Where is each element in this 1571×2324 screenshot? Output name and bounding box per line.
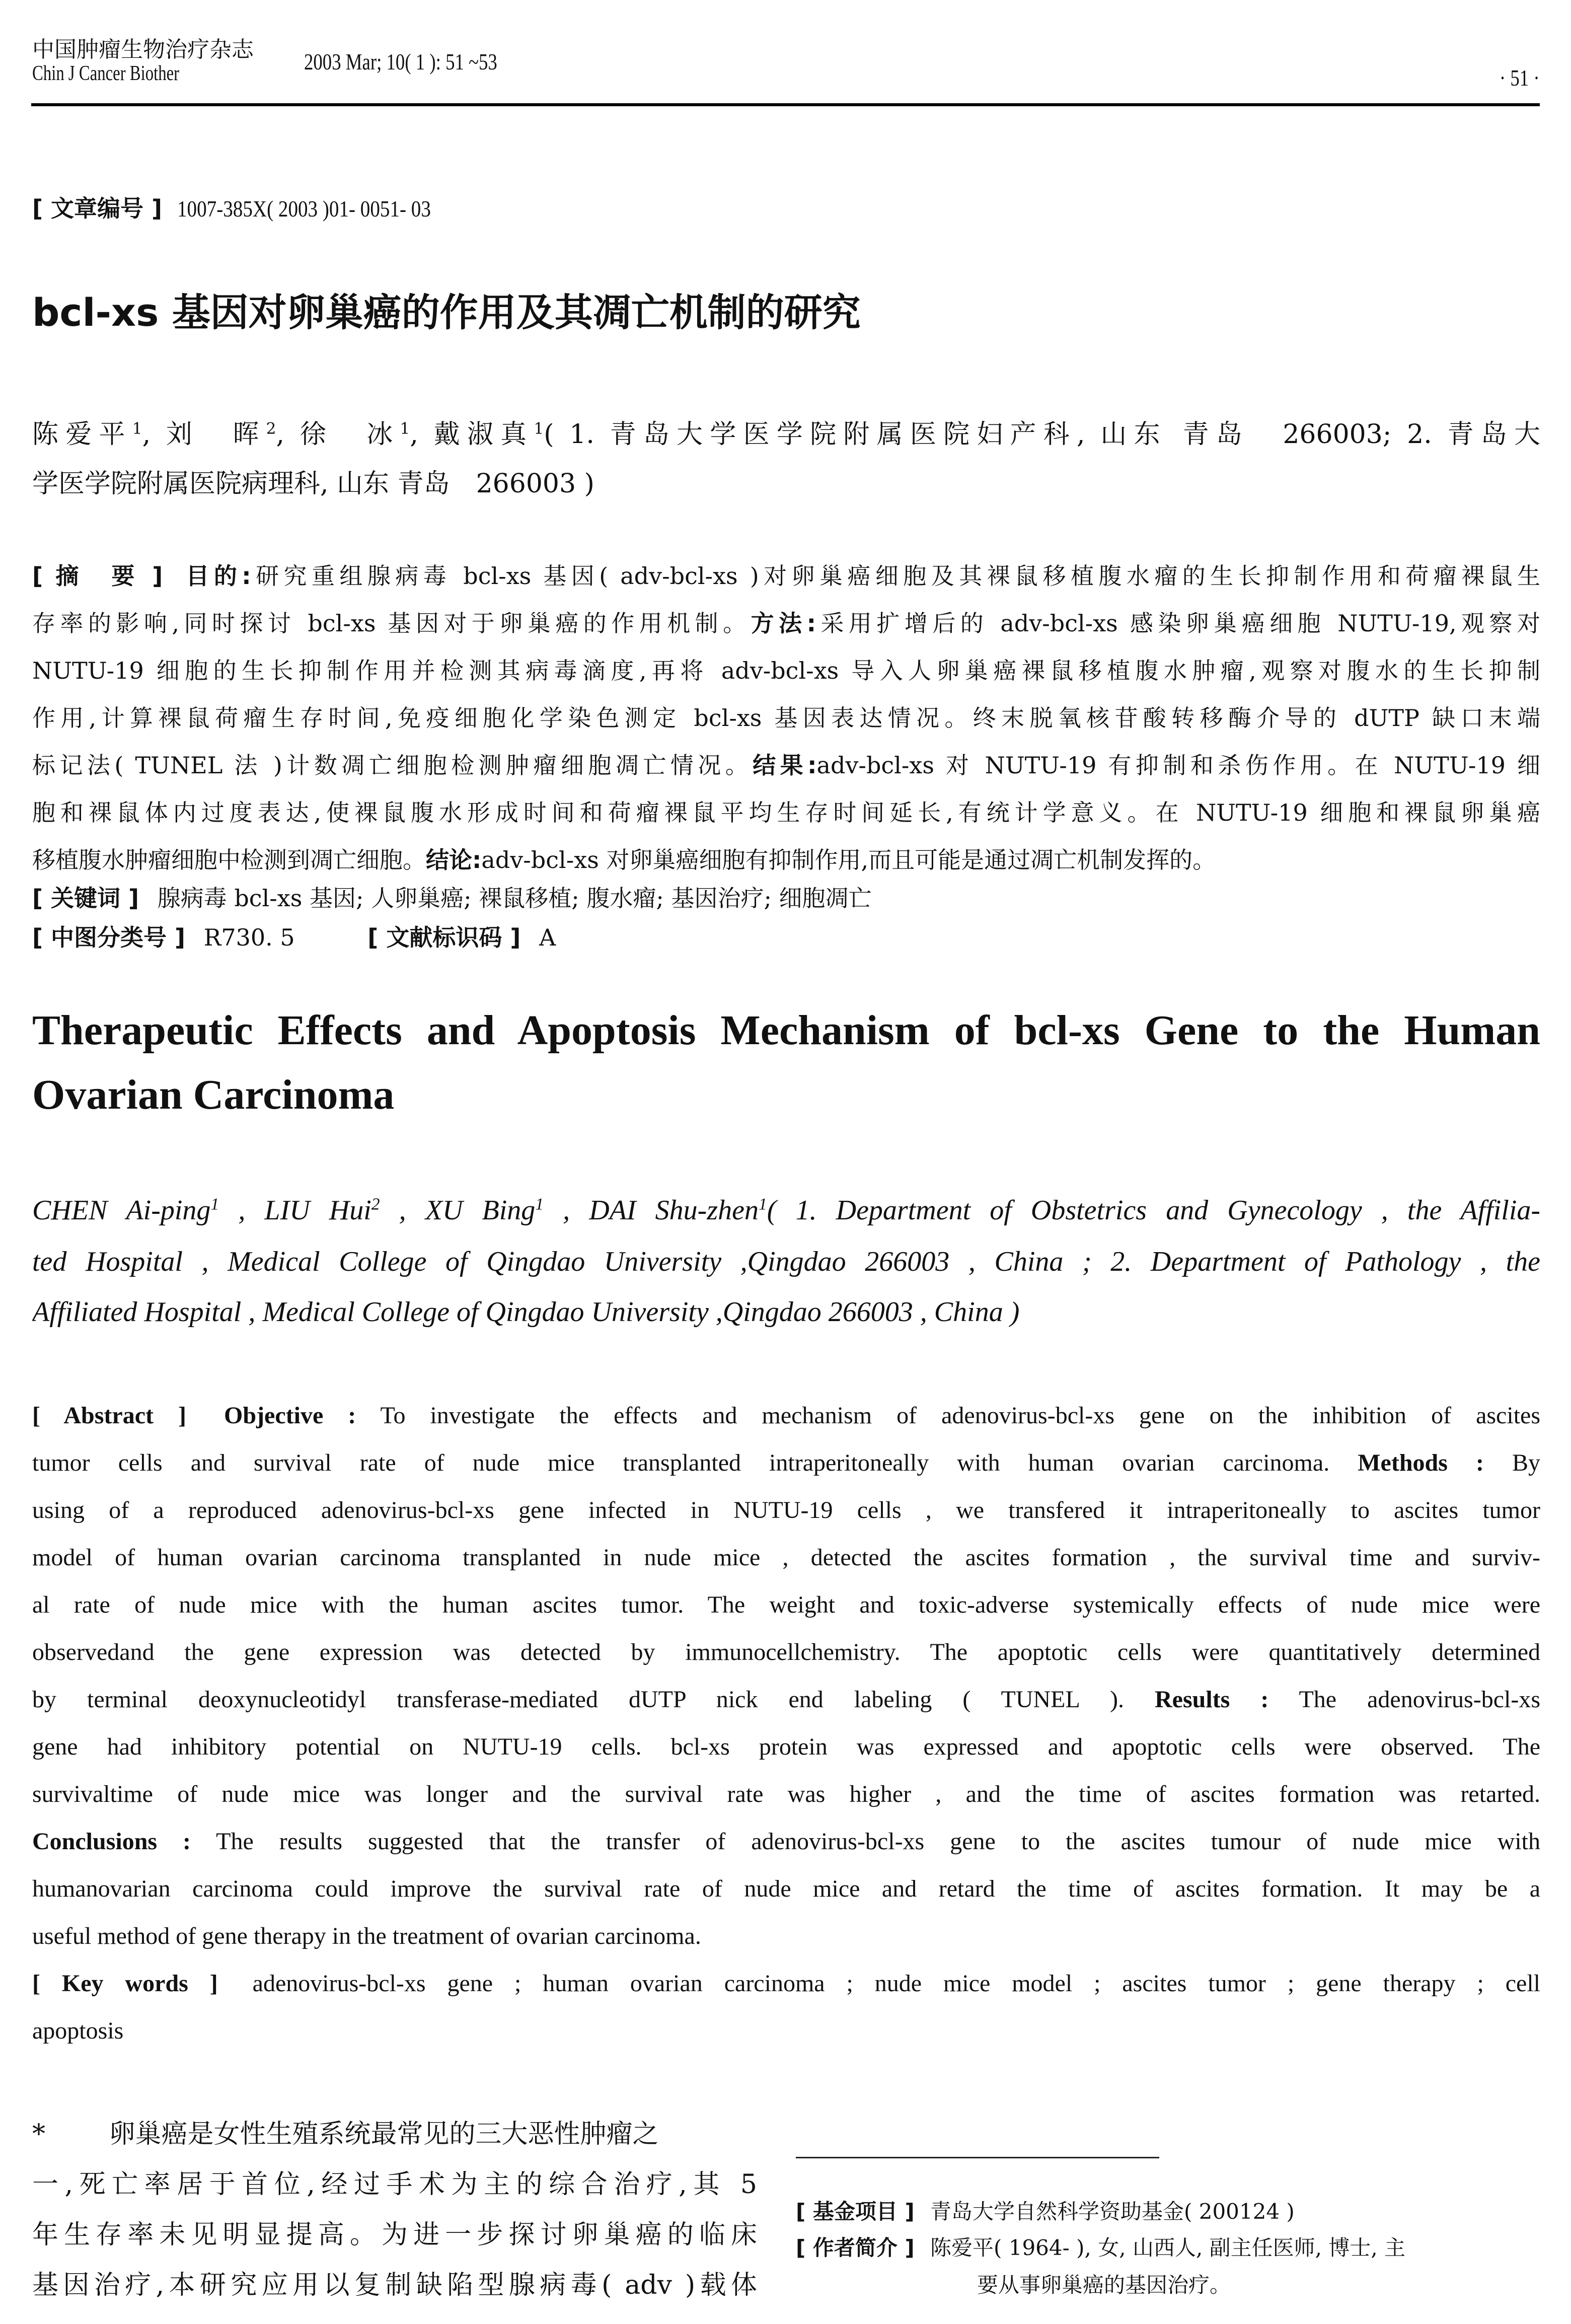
abstract-cn-text: 移植腹水肿瘤细胞中检测到凋亡细胞。 bbox=[32, 846, 426, 874]
author-sup: 1 bbox=[534, 419, 544, 438]
title-en-line-2: Ovarian Carcinoma bbox=[32, 1071, 395, 1118]
abstract-en-text: The adenovirus-bcl-xs bbox=[1299, 1686, 1540, 1713]
authors-en-line-2: ted Hospital , Medical College of Qingdao University ,Qingdao 266003 , China ; 2. Department of Pathology , the bbox=[32, 1246, 1540, 1277]
abstract-cn-text: adv-bcl-xs 对卵巢癌细胞有抑制作用,而且可能是通过凋亡机制发挥的。 bbox=[481, 846, 1216, 874]
title-cn: bcl-xs 基因对卵巢癌的作用及其凋亡机制的研究 bbox=[32, 290, 861, 335]
keywords-cn bbox=[32, 880, 1540, 913]
affiliation-en: ( 1. Department of Obstetrics and Gynecology , the Affilia- bbox=[767, 1195, 1540, 1226]
abstract-en-line: humanovarian carcinoma could improve the survival rate of nude mice and retard the time of ascites formation. It may be a bbox=[32, 1875, 1540, 1902]
abstract-cn-text: 标记法( TUNEL 法 )计数凋亡细胞检测肿瘤细胞凋亡情况。 bbox=[32, 752, 753, 779]
abstract-en-text: The results suggested that the transfer of adenovirus-bcl-xs gene to the ascites tumour of nude mice with bbox=[216, 1828, 1540, 1855]
abstract-en-line bbox=[32, 1686, 1540, 1713]
page-number: · 51 · bbox=[1500, 65, 1540, 91]
author-name: , 刘 晖 bbox=[142, 419, 266, 450]
abstract-en-text: By bbox=[1512, 1449, 1540, 1476]
abstract-cn-line: NUTU-19 细胞的生长抑制作用并检测其病毒滴度,再将 adv-bcl-xs 导入人卵巢癌裸鼠移植腹水肿瘤,观察对腹水的生长抑制 bbox=[32, 657, 1540, 684]
article-number bbox=[32, 190, 475, 224]
abstract-cn-line bbox=[32, 605, 1540, 638]
title-en-line-1: Therapeutic Effects and Apoptosis Mechanism of bcl-xs Gene to the Human bbox=[32, 1007, 1540, 1054]
abstract-cn-text: 存率的影响,同时探讨 bcl-xs 基因对于卵巢癌的作用机制。 bbox=[32, 610, 751, 637]
abstract-en-line: using of a reproduced adenovirus-bcl-xs gene infected in NUTU-19 cells , we transfered it intraperitoneally to ascites tumor bbox=[32, 1497, 1540, 1523]
affiliation-cn: ( 1. 青岛大学医学院附属医院妇产科, 山东 青岛 266003; 2. 青岛大 bbox=[544, 419, 1540, 450]
author-info-label: [ 作者简介 ] bbox=[796, 2235, 915, 2260]
fund-info bbox=[796, 2195, 1295, 2225]
keywords-cn-label: [ 关键词 ] bbox=[32, 885, 139, 912]
body-cn-line: 一,死亡率居于首位,经过手术为主的综合治疗,其 5 bbox=[32, 2169, 757, 2200]
footnote-rule bbox=[796, 2157, 1159, 2158]
fund-value: 青岛大学自然科学资助基金( 200124 ) bbox=[930, 2199, 1295, 2224]
abstract-en-line: gene had inhibitory potential on NUTU-19 cells. bcl-xs protein was expressed and apoptotic cells were observed. The bbox=[32, 1733, 1540, 1760]
header-rule bbox=[31, 103, 1540, 106]
abstract-cn-text: 研究重组腺病毒 bcl-xs 基因( adv-bcl-xs )对卵巢癌细胞及其裸鼠移植腹水瘤的生长抑制作用和荷瘤裸鼠生 bbox=[251, 562, 1540, 590]
author-en-name: CHEN Ai-ping bbox=[32, 1195, 211, 1226]
authors-en-line-1: CHEN Ai-ping$^1$ , LIU Hui$^2$ , XU Bing$^1$ , DAI Shu-zhen$^1$( 1. Department of Obstetrics and Gynecology , the Affilia- bbox=[32, 1195, 1540, 1226]
results-en-label: Results : bbox=[1155, 1686, 1269, 1713]
abstract-en-text: by terminal deoxynucleotidyl transferase-mediated dUTP nick end labeling ( TUNEL ). bbox=[32, 1686, 1125, 1713]
keywords-en-line-2: apoptosis bbox=[32, 2017, 124, 2044]
classification-value: R730. 5 bbox=[203, 924, 295, 951]
abstract-en-line: al rate of nude mice with the human ascites tumor. The weight and toxic-adverse systemically effects of nude mice were bbox=[32, 1591, 1540, 1618]
results-cn-label: 结果: bbox=[753, 752, 817, 779]
abstract-en-text: To investigate the effects and mechanism of adenovirus-bcl-xs gene on the inhibition of ascites bbox=[380, 1402, 1540, 1429]
methods-en-label: Methods : bbox=[1358, 1449, 1484, 1476]
author-info bbox=[796, 2231, 1405, 2262]
conclusion-cn-label: 结论: bbox=[426, 846, 482, 874]
authors-cn-line-1 bbox=[32, 413, 1540, 451]
abstract-en-text: tumor cells and survival rate of nude mice transplanted intraperitoneally with human ovarian carcinoma. bbox=[32, 1449, 1330, 1476]
abstract-cn-line: 胞和裸鼠体内过度表达,使裸鼠腹水形成时间和荷瘤裸鼠平均生存时间延长,有统计学意义。在 NUTU-19 细胞和裸鼠卵巢癌 bbox=[32, 799, 1540, 826]
author-info-value: 陈爱平( 1964- ), 女, 山西人, 副主任医师, 博士, 主 bbox=[930, 2235, 1406, 2260]
author-en-sup: 1 bbox=[535, 1195, 544, 1214]
objective-en-label: Objective : bbox=[224, 1402, 356, 1429]
body-cn-line bbox=[32, 2113, 757, 2150]
article-number-value: 1007-385X( 2003 )01- 0051- 03 bbox=[177, 196, 431, 222]
keywords-en bbox=[32, 1970, 1540, 1997]
body-cn-line: 年生存率未见明显提高。为进一步探讨卵巢癌的临床 bbox=[32, 2220, 757, 2250]
abstract-en-line: observedand the gene expression was detected by immunocellchemistry. The apoptotic cells were quantitatively determined bbox=[32, 1639, 1540, 1665]
author-en-name: LIU Hui bbox=[264, 1195, 371, 1226]
journal-name-en: Chin J Cancer Biother bbox=[32, 62, 180, 85]
author-name: , 戴淑真 bbox=[410, 419, 534, 450]
classification bbox=[32, 919, 1540, 953]
abstract-cn-line bbox=[32, 747, 1540, 780]
keywords-en-label: [ Key words ] bbox=[32, 1970, 218, 1997]
volume-info: 2003 Mar; 10( 1 ): 51 ~53 bbox=[304, 49, 497, 75]
fund-label: [ 基金项目 ] bbox=[796, 2199, 915, 2224]
abstract-en-line: model of human ovarian carcinoma transplanted in nude mice , detected the ascites formation , the survival time and surviv- bbox=[32, 1544, 1540, 1571]
objective-cn-label: 目的: bbox=[186, 562, 251, 590]
article-number-label: [ 文章编号 ] bbox=[32, 195, 163, 222]
abstract-en-line bbox=[32, 1828, 1540, 1855]
author-sup: 2 bbox=[266, 419, 276, 438]
author-en-name: DAI Shu-zhen bbox=[589, 1195, 759, 1226]
abstract-cn-line: 作用,计算裸鼠荷瘤生存时间,免疫细胞化学染色测定 bcl-xs 基因表达情况。终末脱氧核苷酸转移酶介导的 dUTP 缺口末端 bbox=[32, 704, 1540, 732]
abstract-cn-text: 采用扩增后的 adv-bcl-xs 感染卵巢癌细胞 NUTU-19,观察对 bbox=[815, 610, 1540, 637]
doc-code-label: [ 文献标识码 ] bbox=[367, 924, 521, 951]
abstract-en-line bbox=[32, 1449, 1540, 1477]
author-en-name: XU Bing bbox=[425, 1195, 536, 1226]
abstract-cn-label: [ 摘 要 ] bbox=[32, 562, 163, 590]
conclusions-en-label: Conclusions : bbox=[32, 1828, 191, 1855]
authors-cn-line-2: 学医学院附属医院病理科, 山东 青岛 266003 ) bbox=[32, 469, 594, 499]
body-cn-line: 基因治疗,本研究应用以复制缺陷型腺病毒( adv )载体 bbox=[32, 2270, 757, 2300]
abstract-en-line: survivaltime of nude mice was longer and the survival rate was higher , and the time of ascites formation was retarted. bbox=[32, 1781, 1540, 1807]
keywords-en-value: adenovirus-bcl-xs gene ; human ovarian carcinoma ; nude mice model ; ascites tumor ; gene therapy ; cell bbox=[252, 1970, 1540, 1997]
author-sup: 1 bbox=[400, 419, 410, 438]
journal-name-cn: 中国肿瘤生物治疗杂志 bbox=[32, 37, 254, 62]
keywords-cn-value: 腺病毒 bcl-xs 基因; 人卵巢癌; 裸鼠移植; 腹水瘤; 基因治疗; 细胞凋亡 bbox=[157, 885, 872, 912]
footnote-marker: * bbox=[32, 2119, 45, 2149]
author-en-sup: 2 bbox=[371, 1195, 380, 1214]
author-en-sup: 1 bbox=[758, 1195, 767, 1214]
methods-cn-label: 方法: bbox=[751, 610, 816, 637]
classification-label: [ 中图分类号 ] bbox=[32, 924, 186, 951]
author-name: , 徐 冰 bbox=[276, 419, 400, 450]
abstract-en-label: [ Abstract ] bbox=[32, 1402, 186, 1429]
author-name: 陈爱平 bbox=[32, 419, 132, 450]
abstract-en-line: useful method of gene therapy in the treatment of ovarian carcinoma. bbox=[32, 1923, 701, 1949]
abstract-cn-text: adv-bcl-xs 对 NUTU-19 有抑制和杀伤作用。在 NUTU-19 细 bbox=[816, 752, 1540, 779]
author-info-line-2: 要从事卵巢癌的基因治疗。 bbox=[977, 2273, 1231, 2297]
abstract-en-line bbox=[32, 1402, 1540, 1429]
author-sup: 1 bbox=[132, 419, 142, 438]
authors-en-line-3: Affiliated Hospital , Medical College of Qingdao University ,Qingdao 266003 , China ) bbox=[32, 1296, 1020, 1328]
doc-code-value: A bbox=[539, 924, 556, 951]
abstract-cn-line bbox=[32, 842, 1540, 875]
body-cn-text: 卵巢癌是女性生殖系统最常见的三大恶性肿瘤之 bbox=[109, 2119, 659, 2149]
author-en-sup: 1 bbox=[210, 1195, 219, 1214]
abstract-cn-line bbox=[32, 558, 1540, 591]
